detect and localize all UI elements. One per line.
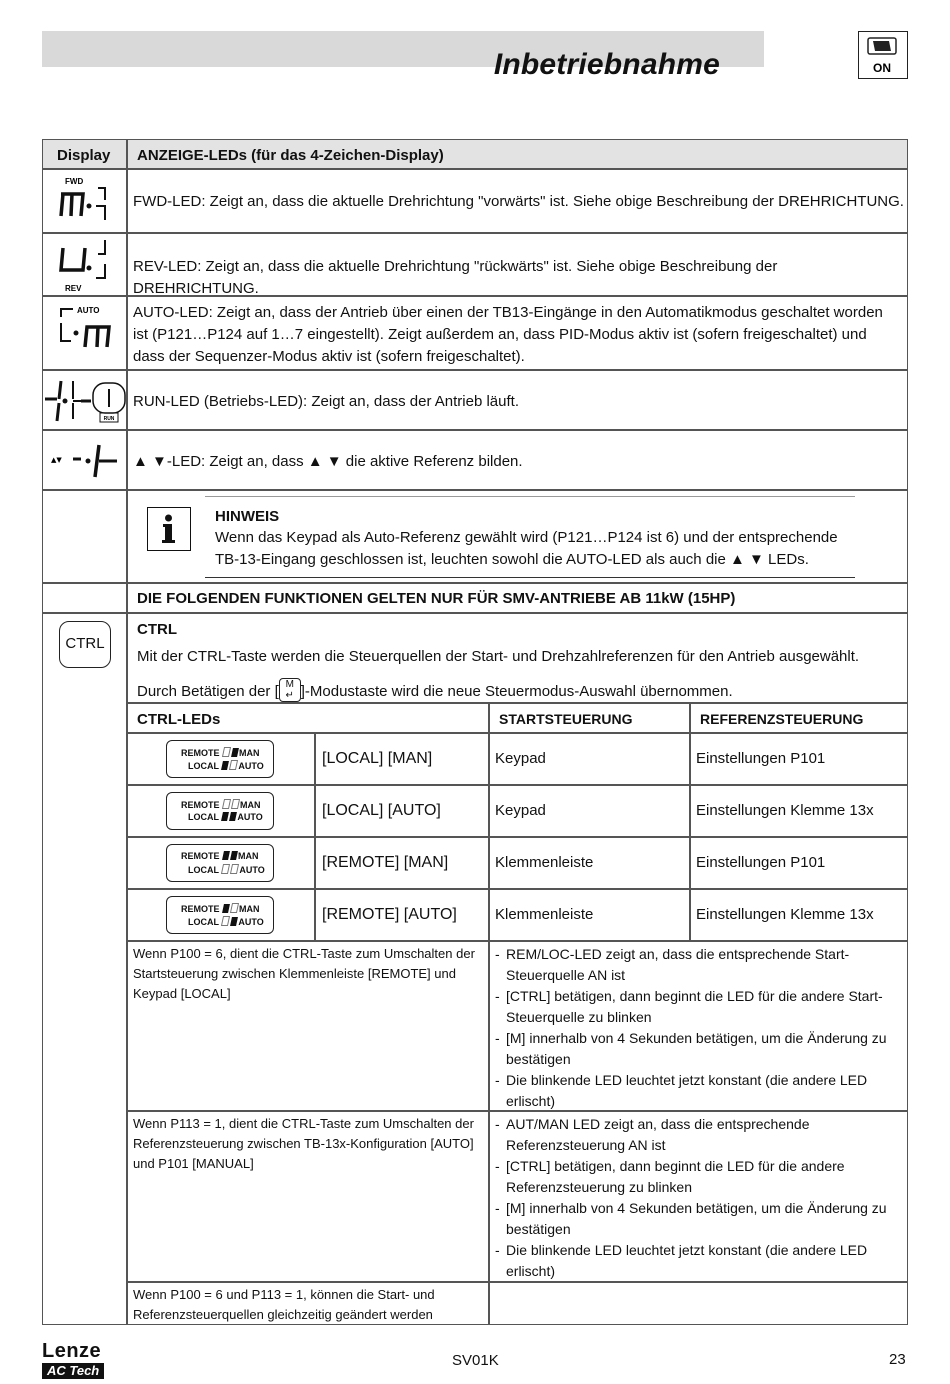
- power-switch-icon: [858, 31, 908, 79]
- arrow-display-cell: [42, 430, 127, 490]
- info-icon: [147, 507, 191, 551]
- led-panel-cell: [127, 837, 315, 889]
- lenze-actech-logo: Lenze AC Tech: [42, 1341, 104, 1380]
- info-left-combined: Wenn P100 = 6 und P113 = 1, können die Start- und Referenzsteuerquellen gleichzeitig geändert werden: [127, 1282, 489, 1325]
- bullet-item: - Die blinkende LED leuchtet jetzt konstant (die andere LED erlischt): [492, 1240, 901, 1282]
- ctrl-line1: Mit der CTRL-Taste werden die Steuerquellen der Start- und Drehzahlreferenzen für den Antrieb ausgewählt.: [137, 648, 860, 665]
- led-panel-remote-auto: REMOTE MAN LOCAL AUTO: [166, 896, 274, 934]
- ref-cell: Einstellungen P101: [690, 837, 908, 889]
- note-rule-bottom: [205, 577, 855, 578]
- start-cell: Keypad: [489, 785, 690, 837]
- doc-code: SV01K: [452, 1352, 499, 1369]
- mode-cell: [REMOTE] [MAN]: [315, 837, 489, 889]
- note-text: Wenn das Keypad als Auto-Referenz gewählt wird (P121…P124 ist 6) und der entsprechende TB-13-Eingang geschlossen ist, leuchten sowohl die AUTO-LED als auch die ▲ ▼ LEDs.: [215, 529, 838, 568]
- svg-text:REV: REV: [65, 284, 82, 293]
- run-led-description: RUN-LED (Betriebs-LED): Zeigt an, dass der Antrieb läuft.: [127, 370, 908, 430]
- bullet-item: - REM/LOC-LED zeigt an, dass die entsprechende Start-Steuerquelle AN ist: [492, 944, 901, 986]
- mode-cell: [LOCAL] [AUTO]: [315, 785, 489, 837]
- ref-cell: Einstellungen Klemme 13x: [690, 889, 908, 941]
- section-empty-cell: [42, 583, 127, 613]
- fwd-led-description: FWD-LED: Zeigt an, dass die aktuelle Drehrichtung "vorwärts" ist. Siehe obige Beschreibung der DREHRICHTUNG.: [127, 169, 908, 233]
- fwd-led-icon: [43, 170, 128, 234]
- info-left-p100: Wenn P100 = 6, dient die CTRL-Taste zum Umschalten der Startsteuerung zwischen Klemmenleiste [REMOTE] und Keypad [LOCAL]: [127, 941, 489, 1111]
- col-header-start: STARTSTEUERUNG: [489, 703, 690, 733]
- ctrl-key-cell: [42, 613, 127, 1325]
- mode-cell: [REMOTE] [AUTO]: [315, 889, 489, 941]
- svg-text:▲▼: ▲▼: [51, 456, 62, 464]
- rev-led-icon: [43, 234, 128, 297]
- auto-led-description: AUTO-LED: Zeigt an, dass der Antrieb über einen der TB13-Eingänge in den Automatikmodus geschaltet worden ist (P121…P124 auf 1…7 eingestellt). Zeigt außerdem an, dass PID-Modus aktiv ist (sofern freigeschaltet) und dass der Sequenzer-Modus aktiv ist (sofern freigeschaltet).: [127, 296, 908, 370]
- run-led-icon: [43, 371, 128, 431]
- start-cell: Klemmenleiste: [489, 889, 690, 941]
- info-right-combined: [489, 1282, 908, 1325]
- led-panel-cell: [127, 889, 315, 941]
- ref-cell: Einstellungen P101: [690, 733, 908, 785]
- ctrl-leds-heading: CTRL-LEDs: [127, 703, 489, 733]
- note-title: HINWEIS: [215, 508, 280, 525]
- bullet-item: - [CTRL] betätigen, dann beginnt die LED für die andere Referenzsteuerung zu blinken: [492, 1156, 901, 1198]
- bullet-item: - AUT/MAN LED zeigt an, dass die entsprechende Referenzsteuerung AN ist: [492, 1114, 901, 1156]
- auto-led-icon: [43, 297, 128, 371]
- note-empty-cell: [42, 490, 127, 583]
- col-header-leds: ANZEIGE-LEDs (für das 4-Zeichen-Display): [127, 139, 908, 169]
- mode-cell: [LOCAL] [MAN]: [315, 733, 489, 785]
- ref-cell: Einstellungen Klemme 13x: [690, 785, 908, 837]
- auto-display-cell: [42, 296, 127, 370]
- bullet-item: - Die blinkende LED leuchtet jetzt konstant (die andere LED erlischt): [492, 1070, 901, 1112]
- start-cell: Klemmenleiste: [489, 837, 690, 889]
- ctrl-description-cell: [127, 613, 908, 703]
- page-number: 23: [889, 1351, 906, 1368]
- rev-display-cell: [42, 233, 127, 296]
- led-panel-local-man: REMOTE MAN LOCAL AUTO: [166, 740, 274, 778]
- mode-key-icon: M ↵: [279, 678, 301, 702]
- bullet-item: - [M] innerhalb von 4 Sekunden betätigen, um die Änderung zu bestätigen: [492, 1028, 901, 1070]
- bullet-item: - [M] innerhalb von 4 Sekunden betätigen, um die Änderung zu bestätigen: [492, 1198, 901, 1240]
- note-rule-top: [205, 496, 855, 497]
- svg-text:RUN: RUN: [103, 416, 115, 422]
- col-header-ref: REFERENZSTEUERUNG: [690, 703, 908, 733]
- on-label: ON: [873, 61, 891, 75]
- ctrl-key-icon: CTRL: [59, 621, 111, 668]
- led-panel-cell: [127, 785, 315, 837]
- arrow-led-description: ▲ ▼-LED: Zeigt an, dass ▲ ▼ die aktive Referenz bilden.: [127, 430, 908, 490]
- page-title: Inbetriebnahme: [493, 48, 720, 81]
- run-display-cell: [42, 370, 127, 430]
- info-right-p113: [489, 1111, 908, 1282]
- led-panel-cell: [127, 733, 315, 785]
- arrow-led-icon: [43, 431, 128, 491]
- led-panel-remote-man: REMOTE MAN LOCAL AUTO: [166, 844, 274, 882]
- svg-text:FWD: FWD: [65, 177, 84, 186]
- fwd-display-cell: [42, 169, 127, 233]
- rev-led-description: REV-LED: Zeigt an, dass die aktuelle Drehrichtung "rückwärts" ist. Siehe obige Beschreibung der DREHRICHTUNG.: [127, 233, 908, 296]
- start-cell: Keypad: [489, 733, 690, 785]
- info-left-p113: Wenn P113 = 1, dient die CTRL-Taste zum Umschalten der Referenzsteuerung zwischen TB-13x-Konfiguration [AUTO] und P101 [MANUAL]: [127, 1111, 489, 1282]
- info-right-p100: [489, 941, 908, 1111]
- note-cell: [127, 490, 908, 583]
- ctrl-title: CTRL: [137, 621, 177, 638]
- section-heading: DIE FOLGENDEN FUNKTIONEN GELTEN NUR FÜR SMV-ANTRIEBE AB 11kW (15HP): [127, 583, 908, 613]
- ctrl-line2: Durch Betätigen der [ M ↵ ]-Modustaste wird die neue Steuermodus-Auswahl übernommen.: [137, 679, 733, 701]
- svg-text:AUTO: AUTO: [77, 306, 100, 315]
- led-panel-local-auto: REMOTE MAN LOCAL AUTO: [166, 792, 274, 830]
- col-header-display: Display: [42, 139, 127, 169]
- bullet-item: - [CTRL] betätigen, dann beginnt die LED für die andere Start-Steuerquelle zu blinken: [492, 986, 901, 1028]
